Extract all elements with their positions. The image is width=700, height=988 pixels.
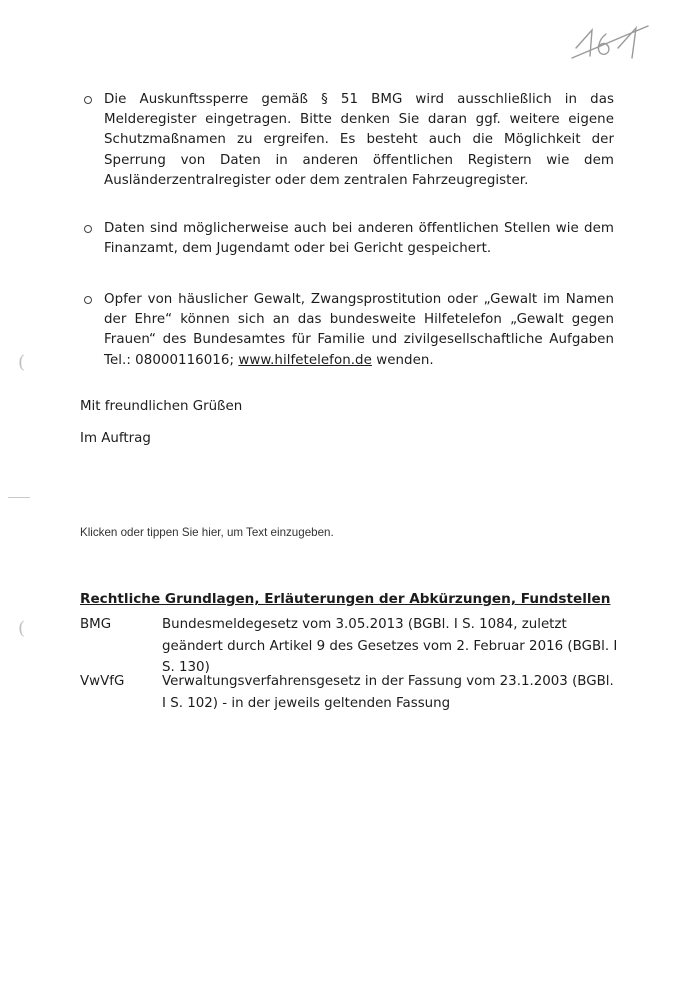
- bullet-item-auskunftssperre: [84, 90, 614, 191]
- closing-greeting: Mit freundlichen Grüßen: [80, 399, 243, 414]
- definition-abbreviation: BMG: [80, 617, 112, 632]
- bullet-text: Die Auskunftssperre gemäß § 51 BMG wird ausschließlich in das Melderegister eingetragen. Bitte denken Sie daran ggf. weitere eigene Schutzmaßnamen zu ergreifen. Es besteht auch die Möglichkeit der Sperrung von Daten in anderen öffentlichen Registern wie dem Ausländerzentralregister oder dem zentralen Fahrzeugregister.: [104, 92, 614, 188]
- bullet-text-after: wenden.: [371, 352, 434, 368]
- definition-text: Verwaltungsverfahrensgesetz in der Fassung vom 23.1.2003 (BGBl. I S. 102) - in der jeweils geltenden Fassung: [162, 674, 614, 711]
- bullet-dot-icon: [84, 225, 92, 233]
- bullet-dot-icon: [84, 296, 92, 304]
- definition-row: [80, 614, 620, 679]
- binder-mark: (: [18, 618, 26, 639]
- bullet-dot-icon: [84, 96, 92, 104]
- binder-line: [8, 497, 30, 498]
- binder-mark: (: [18, 352, 26, 373]
- handwritten-page-number: [568, 22, 658, 62]
- bullet-text: Daten sind möglicherweise auch bei anderen öffentlichen Stellen wie dem Finanzamt, dem Jugendamt oder bei Gericht gespeichert.: [104, 221, 614, 257]
- definition-abbreviation: VwVfG: [80, 674, 125, 689]
- hilfetelefon-link[interactable]: www.hilfetelefon.de: [238, 352, 372, 368]
- definition-text: Bundesmeldegesetz vom 3.05.2013 (BGBl. I S. 1084, zuletzt geändert durch Artikel 9 des Gesetzes vom 2. Februar 2016 (BGBl. I S. 130): [162, 617, 618, 676]
- bullet-item-daten: [84, 219, 614, 259]
- definition-row: [80, 671, 620, 714]
- bullet-text-before: Opfer von häuslicher Gewalt, Zwangsprostitution oder „Gewalt im Namen der Ehre“ können sich an das bundesweite Hilfetelefon „Gewalt gegen Frauen“ des Bundesamtes für Familie und zivilgesellschaftliche Aufgaben Tel.: 08000116016;: [104, 292, 614, 368]
- bullet-text: [104, 290, 614, 371]
- bullet-item-hilfetelefon: [84, 290, 614, 371]
- legal-section-heading: Rechtliche Grundlagen, Erläuterungen der Abkürzungen, Fundstellen: [80, 591, 611, 607]
- text-placeholder-field[interactable]: Klicken oder tippen Sie hier, um Text einzugeben.: [80, 526, 334, 539]
- closing-on-behalf: Im Auftrag: [80, 431, 151, 446]
